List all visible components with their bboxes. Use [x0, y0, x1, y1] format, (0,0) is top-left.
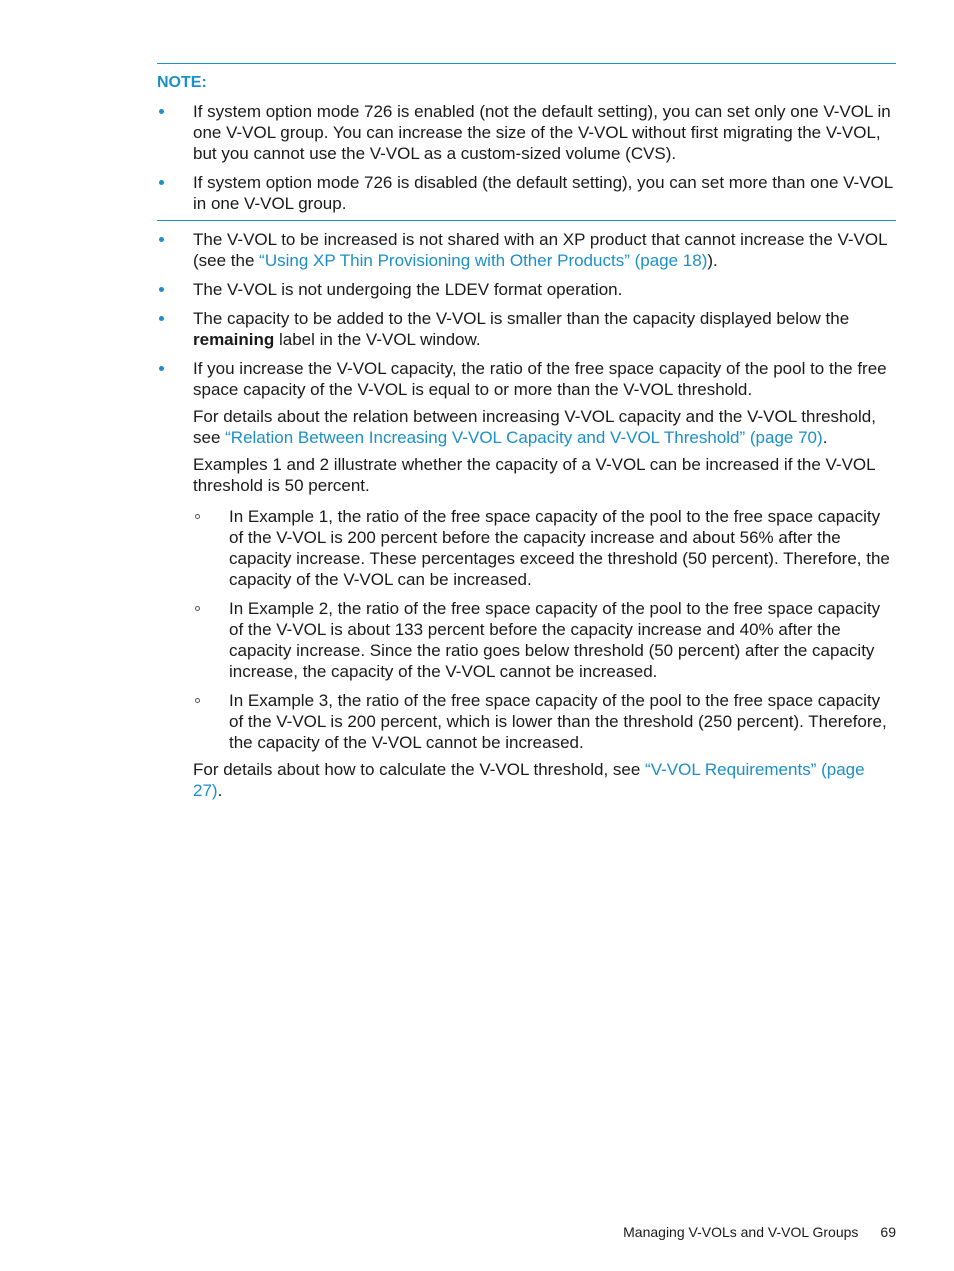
- example-item: In Example 3, the ratio of the free space capacity of the pool to the free space capacity of the V-VOL is 200 percent, which is lower than the threshold (250 percent). Therefore, the capacity of the V-VOL cannot be increased.: [193, 690, 897, 753]
- list-text: label in the V-VOL window.: [274, 330, 481, 349]
- remaining-label-text: remaining: [193, 330, 275, 349]
- list-item: [157, 229, 897, 271]
- list-item: The V-VOL is not undergoing the LDEV format operation.: [157, 279, 897, 300]
- paragraph: [193, 406, 897, 448]
- vvol-requirements-link[interactable]: “V-VOL Requirements” (page 27): [193, 760, 865, 800]
- paragraph-text: .: [217, 781, 223, 800]
- page-number: 69: [880, 1224, 896, 1240]
- example-list: [193, 506, 897, 753]
- list-item: [157, 308, 897, 350]
- relation-threshold-link[interactable]: “Relation Between Increasing V-VOL Capacity and V-VOL Threshold” (page 70): [225, 428, 823, 447]
- main-content: [157, 229, 897, 809]
- paragraph: Examples 1 and 2 illustrate whether the capacity of a V-VOL can be increased if the V-VOL threshold is 50 percent.: [193, 455, 875, 495]
- paragraph-text: For details about how to calculate the V-VOL threshold, see: [193, 760, 646, 779]
- list-text: The capacity to be added to the V-VOL is smaller than the capacity displayed below the: [193, 309, 850, 328]
- paragraph: [193, 759, 897, 801]
- example-item: In Example 2, the ratio of the free space capacity of the pool to the free space capacity of the V-VOL is about 133 percent before the capacity increase and 40% after the capacity increase. Since the ratio goes below threshold (50 percent) after the capacity increase, the capacity of the V-VOL cannot be increased.: [193, 598, 897, 682]
- xp-thin-provisioning-link[interactable]: “Using XP Thin Provisioning with Other Products” (page 18): [259, 251, 708, 270]
- note-box: [157, 63, 896, 221]
- note-title: NOTE:: [157, 74, 207, 91]
- note-item: If system option mode 726 is enabled (not the default setting), you can set only one V-VOL in one V-VOL group. You can increase the size of the V-VOL without first migrating the V-VOL, but you cannot use the V-VOL as a custom-sized volume (CVS).: [157, 101, 896, 164]
- list-item: [157, 358, 897, 801]
- page-footer: [623, 1222, 896, 1243]
- list-text: The V-VOL to be increased is not shared with an XP product that cannot increase the V-VOL (see the: [193, 230, 887, 270]
- note-list: [157, 101, 896, 214]
- list-text: ).: [707, 251, 718, 270]
- list-text: If you increase the V-VOL capacity, the ratio of the free space capacity of the pool to the free space capacity of the V-VOL is equal to or more than the V-VOL threshold.: [193, 359, 887, 399]
- condition-list: [157, 229, 897, 801]
- paragraph-text: For details about the relation between increasing V-VOL capacity and the V-VOL threshold, see: [193, 407, 876, 447]
- footer-section-title: Managing V-VOLs and V-VOL Groups: [623, 1224, 859, 1240]
- example-item: In Example 1, the ratio of the free space capacity of the pool to the free space capacity of the V-VOL is 200 percent before the capacity increase and about 56% after the capacity increase. These percentages exceed the threshold (50 percent). Therefore, the capacity of the V-VOL can be increased.: [193, 506, 897, 590]
- paragraph-text: .: [822, 428, 828, 447]
- note-item: If system option mode 726 is disabled (the default setting), you can set more than one V-VOL in one V-VOL group.: [157, 172, 896, 214]
